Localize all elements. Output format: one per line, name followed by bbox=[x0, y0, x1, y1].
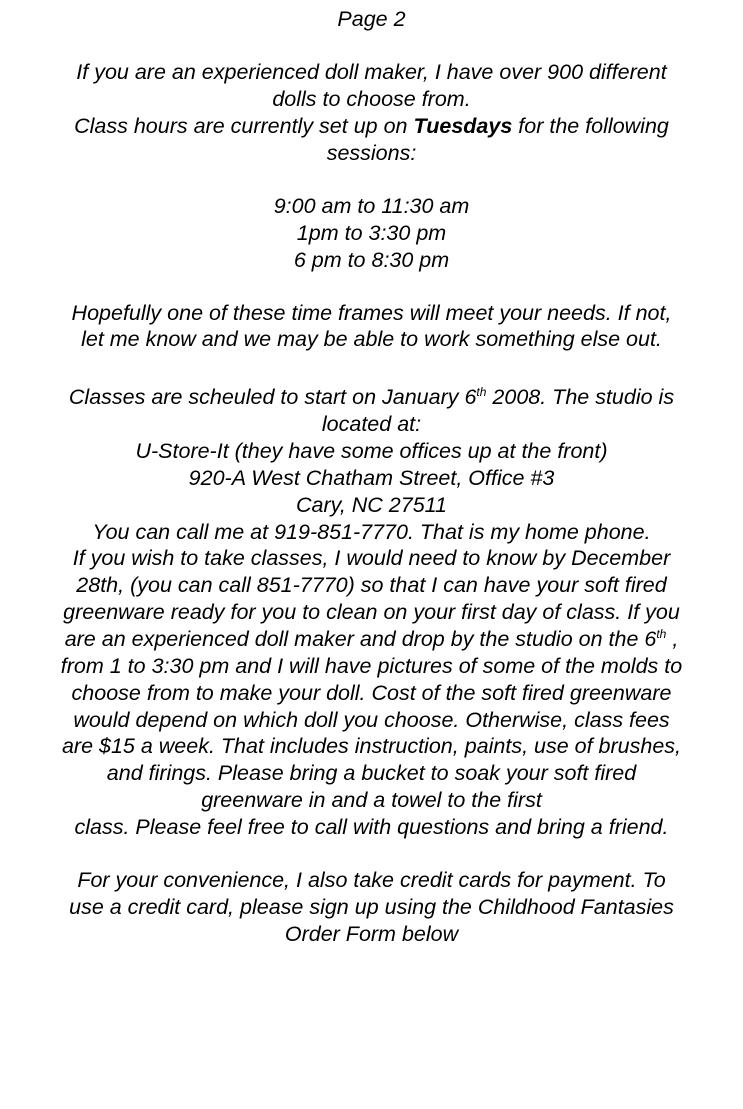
details-line-4-end: , bbox=[666, 627, 679, 651]
details-line-1: If you wish to take classes, I would need to know by December bbox=[72, 546, 671, 570]
address-line-1: U-Store-It (they have some offices up at the front) bbox=[135, 439, 608, 463]
payment-line-3: Order Form below bbox=[284, 922, 459, 946]
details-line-2: 28th, (you can call 851-7770) so that I can have your soft fired bbox=[76, 573, 667, 597]
details-line-4-text: are an experienced doll maker and drop by the studio on the 6 bbox=[64, 627, 657, 651]
payment-line-2: use a credit card, please sign up using the Childhood Fantasies bbox=[69, 895, 674, 919]
intro-line-4: sessions: bbox=[326, 141, 417, 165]
details-line-11: class. Please feel free to call with questions and bring a friend. bbox=[74, 815, 669, 839]
start-line-1 bbox=[0, 384, 743, 411]
intro-line-3 bbox=[0, 113, 743, 140]
start-line-2: located at: bbox=[321, 412, 422, 436]
payment-line-1: For your convenience, I also take credit cards for payment. To bbox=[77, 868, 666, 892]
session-evening: 6 pm to 8:30 pm bbox=[293, 248, 450, 272]
intro-line-2: dolls to choose from. bbox=[272, 87, 471, 111]
details-line-3: greenware ready for you to clean on your first day of class. If you bbox=[63, 600, 680, 624]
details-line-9: and firings. Please bring a bucket to soak your soft fired bbox=[106, 761, 637, 785]
start-date-text: Classes are scheuled to start on January 6 bbox=[68, 385, 477, 409]
intro-line-3-start: Class hours are currently set up on bbox=[74, 114, 414, 138]
start-line-1-end: 2008. The studio is bbox=[486, 385, 675, 409]
hope-line-1: Hopefully one of these time frames will meet your needs. If not, bbox=[71, 301, 672, 325]
session-morning: 9:00 am to 11:30 am bbox=[273, 194, 470, 218]
details-line-6: choose from to make your doll. Cost of the soft fired greenware bbox=[71, 681, 672, 705]
details-date-suffix: th bbox=[656, 626, 667, 641]
address-line-3: Cary, NC 27511 bbox=[296, 493, 447, 517]
intro-line-1: If you are an experienced doll maker, I have over 900 different bbox=[76, 60, 667, 84]
details-line-5: from 1 to 3:30 pm and I will have pictures of some of the molds to bbox=[60, 654, 683, 678]
session-afternoon: 1pm to 3:30 pm bbox=[296, 221, 447, 245]
page-label: Page 2 bbox=[337, 7, 406, 31]
intro-line-3-end: for the following bbox=[512, 114, 669, 138]
phone-line: You can call me at 919-851-7770. That is my home phone. bbox=[92, 520, 651, 544]
details-line-4 bbox=[0, 626, 743, 653]
start-date-suffix: th bbox=[476, 384, 487, 399]
details-line-8: are $15 a week. That includes instruction, paints, use of brushes, bbox=[61, 734, 682, 758]
details-line-7: would depend on which doll you choose. Otherwise, class fees bbox=[73, 708, 670, 732]
details-line-10: greenware in and a towel to the first bbox=[201, 788, 542, 812]
address-line-2: 920-A West Chatham Street, Office #3 bbox=[188, 466, 555, 490]
hope-line-2: let me know and we may be able to work something else out. bbox=[81, 327, 662, 351]
tuesdays-emphasis: Tuesdays bbox=[413, 114, 513, 138]
